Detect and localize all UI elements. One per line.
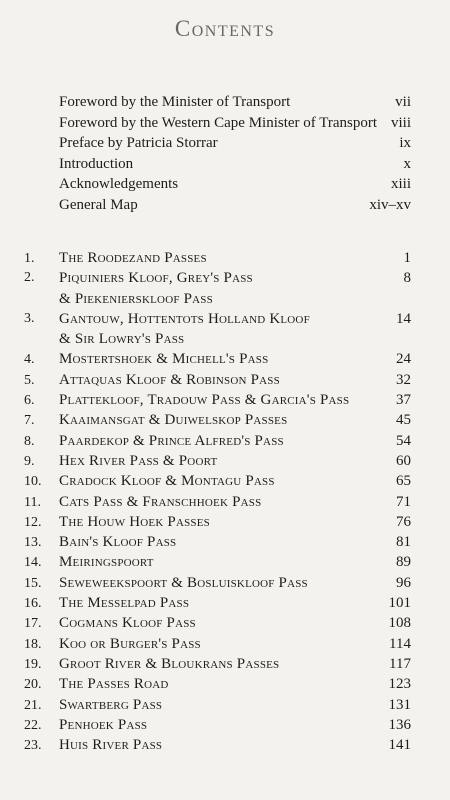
chapter-title-continued: & Sir Lowry's Pass: [59, 331, 185, 348]
chapter-entry: [24, 532, 411, 552]
chapter-page: 123: [388, 676, 411, 693]
chapter-page: 45: [396, 412, 411, 429]
chapter-title: Seweweekspoort & Bosluiskloof Pass: [59, 574, 308, 591]
entry-page: ix: [399, 135, 411, 151]
chapter-entry: [24, 390, 411, 410]
chapter-title: Groot River & Bloukrans Passes: [59, 655, 280, 672]
chapter-title: Cats Pass & Franschhoek Pass: [59, 493, 262, 510]
chapter-page: 141: [388, 737, 411, 754]
chapter-number: 20.: [24, 677, 42, 693]
front-matter-item: [59, 92, 411, 113]
front-matter-item: [59, 133, 411, 154]
chapter-entry: [24, 471, 411, 491]
chapter-number: 9.: [24, 453, 35, 469]
entry-title: Preface by Patricia Storrar: [59, 135, 218, 151]
entry-title: Foreword by the Minister of Transport: [59, 94, 291, 110]
entry-page: viii: [390, 114, 411, 131]
chapter-entry: [24, 268, 411, 309]
chapter-title: Swartberg Pass: [59, 696, 163, 713]
chapter-title-block: [59, 309, 367, 350]
chapter-title: Hex River Pass & Poort: [59, 452, 218, 469]
chapter-title: The Houw Hoek Passes: [59, 513, 210, 530]
page-heading: Contents: [174, 16, 276, 41]
entry-title: Acknowledgements: [59, 176, 179, 192]
chapter-title: Huis River Pass: [59, 737, 163, 754]
chapter-number: 10.: [24, 474, 42, 490]
entry-page: x: [403, 155, 411, 172]
chapter-page: 101: [388, 595, 411, 612]
front-matter-item: [59, 113, 411, 134]
chapter-number: 13.: [24, 535, 42, 551]
chapter-entry: [24, 735, 411, 755]
chapter-title-block: [59, 268, 367, 309]
chapter-number: 23.: [24, 738, 42, 754]
chapter-page: 89: [396, 554, 411, 571]
chapter-title: Cogmans Kloof Pass: [59, 615, 196, 632]
front-matter-item: [59, 195, 411, 216]
chapter-entry: [24, 695, 411, 715]
chapter-page: 1: [403, 250, 411, 266]
front-matter-list: [59, 92, 411, 215]
chapter-entry: [24, 349, 411, 369]
chapter-page: 114: [389, 635, 411, 652]
chapter-entry: [24, 451, 411, 471]
chapter-page: 136: [388, 716, 411, 733]
entry-page: xiii: [390, 176, 411, 192]
chapter-page: 60: [396, 452, 411, 469]
chapter-entry: [24, 512, 411, 532]
front-matter-item: [59, 174, 411, 195]
chapter-entry: [24, 715, 411, 735]
chapter-title: Meiringspoort: [59, 554, 154, 571]
entry-page: xiv–xv: [369, 196, 411, 213]
chapter-page: 76: [396, 513, 411, 530]
chapter-number: 12.: [24, 514, 42, 530]
chapter-page: 108: [388, 615, 411, 632]
chapter-number: 22.: [24, 717, 42, 733]
chapter-entry: [24, 492, 411, 512]
chapter-entry: [24, 309, 411, 350]
chapter-entry: [24, 370, 411, 390]
chapter-entry: [24, 613, 411, 633]
front-matter-item: [59, 154, 411, 175]
chapter-title: Bain's Kloof Pass: [59, 534, 177, 551]
chapter-title: Penhoek Pass: [59, 716, 148, 733]
chapter-entry: [24, 674, 411, 694]
chapter-page: 37: [396, 392, 411, 409]
chapter-title: Gantouw, Hottentots Holland Kloof: [59, 310, 310, 327]
chapter-entry: [24, 593, 411, 613]
chapter-entry: [24, 634, 411, 654]
chapter-number: 4.: [24, 352, 35, 368]
chapter-title: Attaquas Kloof & Robinson Pass: [59, 371, 280, 388]
chapter-page: 81: [396, 534, 411, 551]
chapter-number: 16.: [24, 596, 42, 612]
chapter-entry: [24, 248, 411, 268]
chapter-entry: [24, 654, 411, 674]
chapter-page: 8: [403, 270, 411, 287]
chapter-number: 8.: [24, 433, 35, 449]
chapter-title: Paardekop & Prince Alfred's Pass: [59, 432, 284, 449]
chapter-number: 2.: [24, 270, 35, 286]
chapter-number: 11.: [24, 494, 41, 510]
chapter-page: 71: [396, 493, 411, 510]
chapter-page: 65: [396, 473, 411, 490]
chapter-entry: [24, 410, 411, 430]
chapter-number: 19.: [24, 656, 42, 672]
chapter-page: 24: [396, 351, 411, 368]
chapter-title-continued: & Piekenierskloof Pass: [59, 290, 213, 307]
chapter-page: 96: [396, 574, 411, 591]
chapter-title: Plattekloof, Tradouw Pass & Garcia's Pass: [59, 392, 350, 409]
entry-title: General Map: [59, 196, 138, 213]
chapter-entry: [24, 552, 411, 572]
chapter-title: Mostertshoek & Michell's Pass: [59, 351, 269, 368]
entry-title: Foreword by the Western Cape Minister of Transport: [59, 114, 378, 131]
entry-title: Introduction: [59, 155, 134, 172]
chapter-number: 18.: [24, 636, 42, 652]
chapter-title: The Roodezand Passes: [59, 250, 207, 266]
chapter-title: Cradock Kloof & Montagu Pass: [59, 473, 275, 490]
chapter-entry: [24, 431, 411, 451]
chapter-title: Koo or Burger's Pass: [59, 635, 201, 652]
chapter-number: 5.: [24, 372, 35, 388]
chapter-title: The Passes Road: [59, 676, 169, 693]
chapter-title: The Messelpad Pass: [59, 595, 190, 612]
chapter-entry: [24, 573, 411, 593]
chapter-number: 21.: [24, 697, 42, 713]
chapter-number: 7.: [24, 413, 35, 429]
chapter-page: 32: [396, 371, 411, 388]
chapter-number: 1.: [24, 251, 35, 266]
chapter-page: 14: [396, 310, 411, 327]
chapter-number: 6.: [24, 393, 35, 409]
entry-page: vii: [395, 94, 411, 110]
chapter-number: 14.: [24, 555, 42, 571]
chapter-title: Piquiniers Kloof, Grey's Pass: [59, 270, 253, 287]
chapter-title: Kaaimansgat & Duiwelskop Passes: [59, 412, 288, 429]
chapter-page: 131: [388, 696, 411, 713]
chapter-number: 15.: [24, 575, 42, 591]
chapter-page: 54: [396, 432, 411, 449]
chapter-page: 117: [389, 655, 411, 672]
chapter-number: 3.: [24, 310, 35, 326]
chapter-number: 17.: [24, 616, 42, 632]
chapter-list: [24, 248, 411, 755]
